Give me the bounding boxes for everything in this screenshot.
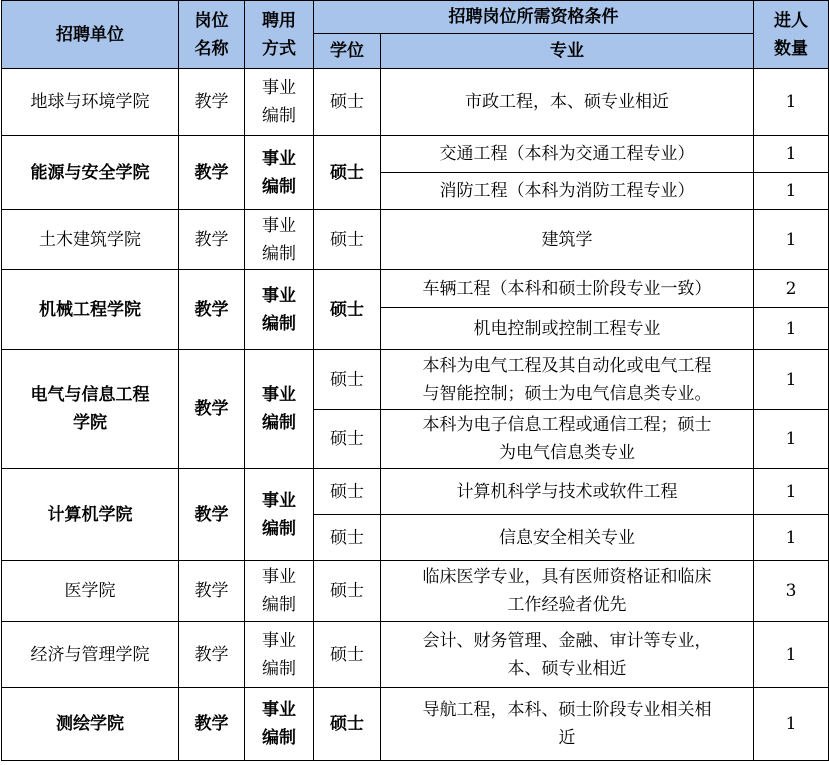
table-row bbox=[2, 469, 829, 515]
count-cell: 1 bbox=[754, 688, 829, 761]
position-cell: 教学 bbox=[179, 136, 245, 210]
unit-cell: 土木建筑学院 bbox=[2, 210, 179, 270]
unit-cell: 地球与环境学院 bbox=[2, 69, 179, 136]
table-row bbox=[2, 69, 829, 136]
header-unit: 招聘单位 bbox=[2, 1, 179, 69]
hire-cell: 事业 编制 bbox=[245, 136, 314, 210]
degree-cell: 硕士 bbox=[314, 561, 381, 622]
degree-cell: 硕士 bbox=[314, 688, 381, 761]
table-row bbox=[2, 561, 829, 622]
degree-cell: 硕士 bbox=[314, 622, 381, 688]
header-major: 专业 bbox=[381, 34, 754, 69]
degree-cell: 硕士 bbox=[314, 69, 381, 136]
count-cell: 1 bbox=[754, 69, 829, 136]
unit-cell: 计算机学院 bbox=[2, 469, 179, 561]
table-row bbox=[2, 350, 829, 410]
unit-cell: 测绘学院 bbox=[2, 688, 179, 761]
major-cell: 本科为电气工程及其自动化或电气工程 与智能控制；硕士为电气信息类专业。 bbox=[381, 350, 754, 410]
unit-cell: 经济与管理学院 bbox=[2, 622, 179, 688]
hire-cell: 事业 编制 bbox=[245, 270, 314, 350]
position-cell: 教学 bbox=[179, 469, 245, 561]
count-cell: 1 bbox=[754, 136, 829, 173]
hire-cell: 事业 编制 bbox=[245, 688, 314, 761]
count-cell: 1 bbox=[754, 410, 829, 469]
degree-cell: 硕士 bbox=[314, 210, 381, 270]
degree-cell: 硕士 bbox=[314, 469, 381, 515]
major-cell: 车辆工程（本科和硕士阶段专业一致） bbox=[381, 270, 754, 308]
position-cell: 教学 bbox=[179, 688, 245, 761]
major-cell: 消防工程（本科为消防工程专业） bbox=[381, 173, 754, 210]
count-cell: 1 bbox=[754, 515, 829, 561]
count-cell: 2 bbox=[754, 270, 829, 308]
count-cell: 1 bbox=[754, 210, 829, 270]
count-cell: 1 bbox=[754, 308, 829, 350]
count-cell: 1 bbox=[754, 622, 829, 688]
major-cell: 临床医学专业，具有医师资格证和临床 工作经验者优先 bbox=[381, 561, 754, 622]
header-position: 岗位 名称 bbox=[179, 1, 245, 69]
table-row bbox=[2, 622, 829, 688]
degree-cell: 硕士 bbox=[314, 136, 381, 210]
table-row bbox=[2, 136, 829, 173]
degree-cell: 硕士 bbox=[314, 515, 381, 561]
table-row bbox=[2, 688, 829, 761]
hire-cell: 事业 编制 bbox=[245, 69, 314, 136]
header-qualifications: 招聘岗位所需资格条件 bbox=[314, 1, 754, 34]
header-degree: 学位 bbox=[314, 34, 381, 69]
header-hire-method: 聘用 方式 bbox=[245, 1, 314, 69]
hire-cell: 事业 编制 bbox=[245, 622, 314, 688]
position-cell: 教学 bbox=[179, 622, 245, 688]
degree-cell: 硕士 bbox=[314, 350, 381, 410]
table-row bbox=[2, 270, 829, 308]
position-cell: 教学 bbox=[179, 210, 245, 270]
major-cell: 机电控制或控制工程专业 bbox=[381, 308, 754, 350]
position-cell: 教学 bbox=[179, 270, 245, 350]
header-count: 进人 数量 bbox=[754, 1, 829, 69]
major-cell: 导航工程，本科、硕士阶段专业相关相 近 bbox=[381, 688, 754, 761]
table-row bbox=[2, 210, 829, 270]
position-cell: 教学 bbox=[179, 69, 245, 136]
major-cell: 信息安全相关专业 bbox=[381, 515, 754, 561]
major-cell: 市政工程，本、硕专业相近 bbox=[381, 69, 754, 136]
degree-cell: 硕士 bbox=[314, 270, 381, 350]
hire-cell: 事业 编制 bbox=[245, 561, 314, 622]
recruitment-table bbox=[1, 0, 829, 761]
unit-cell: 医学院 bbox=[2, 561, 179, 622]
count-cell: 1 bbox=[754, 350, 829, 410]
major-cell: 计算机科学与技术或软件工程 bbox=[381, 469, 754, 515]
position-cell: 教学 bbox=[179, 561, 245, 622]
major-cell: 会计、财务管理、金融、审计等专业， 本、硕专业相近 bbox=[381, 622, 754, 688]
count-cell: 1 bbox=[754, 173, 829, 210]
major-cell: 本科为电子信息工程或通信工程；硕士 为电气信息类专业 bbox=[381, 410, 754, 469]
hire-cell: 事业 编制 bbox=[245, 469, 314, 561]
major-cell: 交通工程（本科为交通工程专业） bbox=[381, 136, 754, 173]
unit-cell: 机械工程学院 bbox=[2, 270, 179, 350]
count-cell: 1 bbox=[754, 469, 829, 515]
degree-cell: 硕士 bbox=[314, 410, 381, 469]
major-cell: 建筑学 bbox=[381, 210, 754, 270]
unit-cell: 电气与信息工程 学院 bbox=[2, 350, 179, 469]
hire-cell: 事业 编制 bbox=[245, 210, 314, 270]
hire-cell: 事业 编制 bbox=[245, 350, 314, 469]
count-cell: 3 bbox=[754, 561, 829, 622]
unit-cell: 能源与安全学院 bbox=[2, 136, 179, 210]
position-cell: 教学 bbox=[179, 350, 245, 469]
